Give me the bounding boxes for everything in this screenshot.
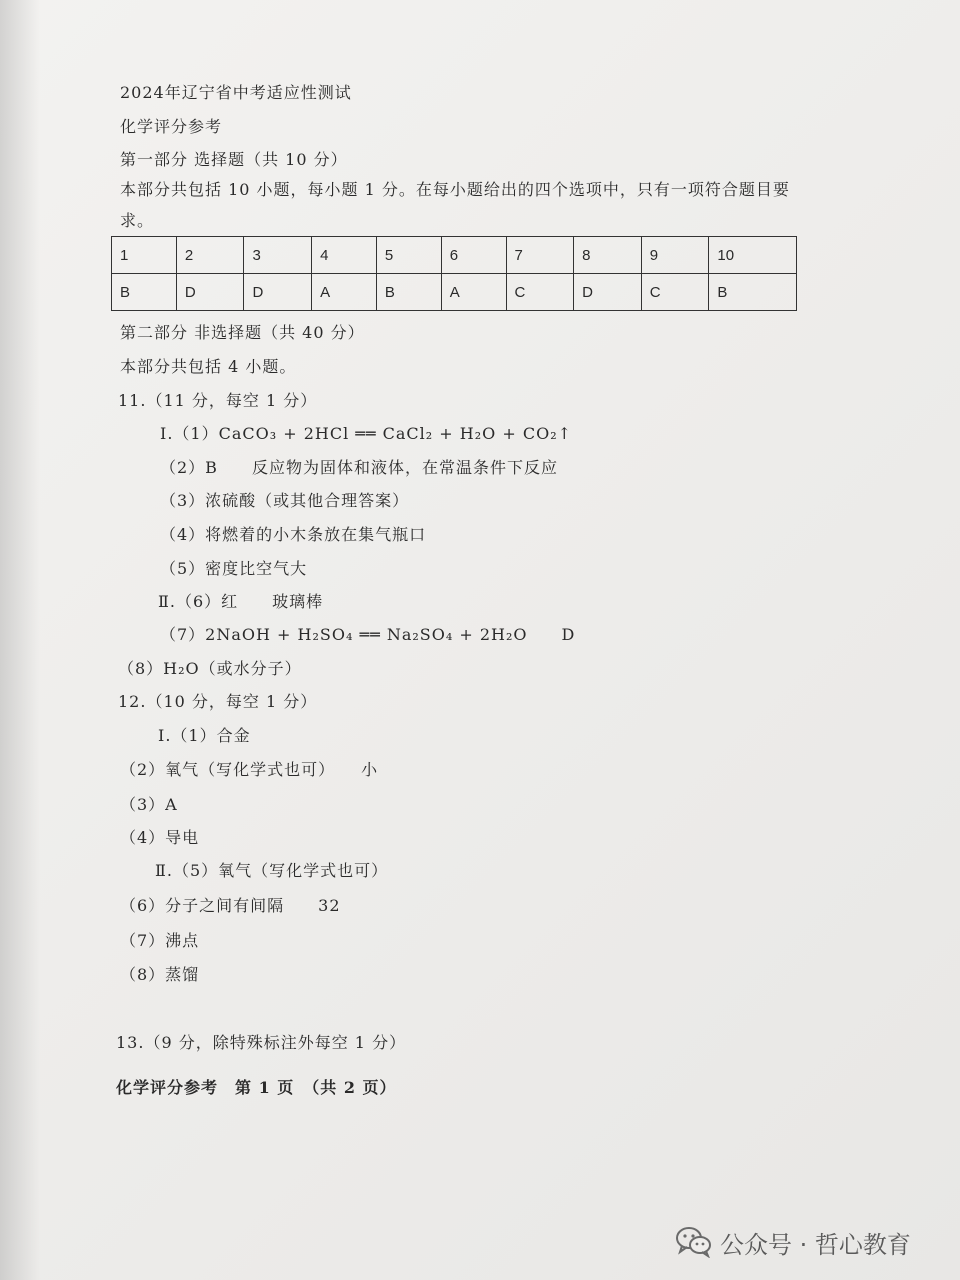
answer-table-number-row [112, 237, 797, 274]
table-cell: 1 [112, 237, 177, 274]
part2-heading: 第二部分 非选择题（共 40 分） [120, 323, 365, 342]
answer-table-answer-row [112, 274, 797, 311]
q12-answer-6: （6）分子之间有间隔 32 [120, 896, 341, 915]
q11-answer-8: （8）H₂O（或水分子） [118, 659, 302, 678]
page-edge-shadow [0, 0, 40, 1280]
q12-answer-7: （7）沸点 [120, 931, 200, 950]
page-footer: 化学评分参考 第 1 页 （共 2 页） [116, 1078, 397, 1097]
q12-answer-8: （8）蒸馏 [120, 965, 200, 984]
part1-heading: 第一部分 选择题（共 10 分） [120, 150, 348, 169]
part1-intro-line2: 求。 [120, 211, 155, 230]
table-cell: B [709, 274, 797, 311]
table-cell: D [244, 274, 312, 311]
q12-answer-4: （4）导电 [120, 828, 200, 847]
table-cell: D [176, 274, 244, 311]
table-cell: A [441, 274, 506, 311]
q11-answer-1: Ⅰ.（1）CaCO₃ + 2HCl ══ CaCl₂ + H₂O + CO₂↑ [160, 424, 573, 443]
q12-answer-1: Ⅰ.（1）合金 [158, 726, 251, 745]
part2-intro: 本部分共包括 4 小题。 [120, 357, 297, 376]
q13-header: 13.（9 分，除特殊标注外每空 1 分） [116, 1033, 407, 1052]
table-cell: 3 [244, 237, 312, 274]
table-cell: B [112, 274, 177, 311]
table-cell: 6 [441, 237, 506, 274]
table-cell: 5 [376, 237, 441, 274]
wechat-icon [676, 1226, 712, 1258]
table-cell: D [574, 274, 642, 311]
q11-answer-7: （7）2NaOH + H₂SO₄ ══ Na₂SO₄ + 2H₂O D [160, 625, 576, 644]
table-cell: 7 [506, 237, 574, 274]
table-cell: C [641, 274, 709, 311]
table-cell: 8 [574, 237, 642, 274]
q11-answer-5: （5）密度比空气大 [160, 559, 308, 578]
table-cell: 9 [641, 237, 709, 274]
q12-header: 12.（10 分，每空 1 分） [118, 692, 318, 711]
q11-answer-4: （4）将燃着的小木条放在集气瓶口 [160, 525, 427, 544]
q11-answer-6: Ⅱ.（6）红 玻璃棒 [158, 592, 324, 611]
q11-answer-3: （3）浓硫酸（或其他合理答案） [160, 491, 410, 510]
watermark [676, 1222, 911, 1262]
q11-header: 11.（11 分，每空 1 分） [118, 391, 318, 410]
table-cell: A [312, 274, 377, 311]
doc-title: 2024年辽宁省中考适应性测试 [120, 83, 352, 102]
part1-intro-line1: 本部分共包括 10 小题，每小题 1 分。在每小题给出的四个选项中，只有一项符合题目要 [120, 180, 790, 199]
q12-answer-3: （3）A [120, 795, 178, 814]
table-cell: C [506, 274, 574, 311]
answer-table [111, 236, 797, 311]
table-cell: 2 [176, 237, 244, 274]
q12-answer-5: Ⅱ.（5）氧气（写化学式也可） [155, 861, 389, 880]
doc-subtitle: 化学评分参考 [120, 117, 223, 136]
table-cell: B [376, 274, 441, 311]
table-cell: 10 [709, 237, 797, 274]
table-cell: 4 [312, 237, 377, 274]
watermark-text: 公众号 · 哲心教育 [720, 1230, 911, 1259]
q11-answer-2: （2）B 反应物为固体和液体，在常温条件下反应 [160, 458, 558, 477]
q12-answer-2: （2）氧气（写化学式也可） 小 [120, 760, 379, 779]
